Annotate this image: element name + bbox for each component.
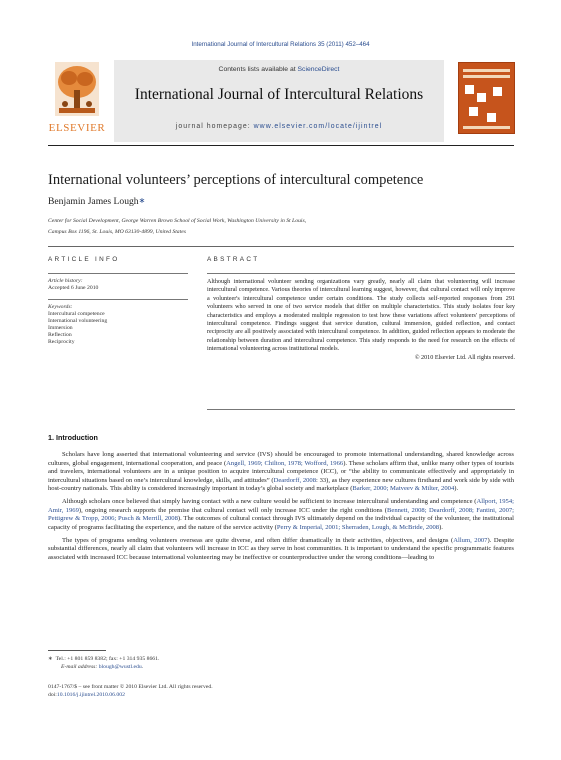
citation-link[interactable]: Allport, 1954; Amir, 1969 (48, 498, 514, 514)
citation-link[interactable]: Barker, 2000; Matveev & Milter, 2004 (352, 485, 455, 493)
sciencedirect-link[interactable]: ScienceDirect (297, 66, 340, 73)
citation-link[interactable]: Bennett, 2008; Deardorff, 2008; Fantini, 2007; Pettigrew & Tropp, 2006; Pusch & Merrill, 2008 (48, 506, 515, 523)
footnote-mark: ∗ (48, 656, 53, 662)
issn-line: 0147-1767/$ – see front matter © 2010 Elsevier Ltd. All rights reserved. (48, 684, 213, 690)
email-end: . (141, 664, 144, 670)
author-footnote (48, 655, 514, 671)
section-rule (207, 273, 515, 274)
body-text: ). (454, 485, 459, 493)
masthead-rule (48, 145, 514, 146)
email-label: E-mail address: (61, 664, 99, 670)
running-head[interactable]: International Journal of Intercultural Relations 35 (2011) 452–464 (191, 41, 370, 48)
body-text: ). These scholars affirm that, unlike many other types of tourists and travelers, international volunteers are in a unique position to acquire intercultural competence (ICC), or “the ability to communicate effectively and appropriately in intercultural situations based on one’s intercultural knowledge, skills, and attitudes” ( (48, 459, 514, 484)
body-text: ). The outcomes of cultural contact through IVS ultimately depend on the individual capacity of the volunteer, the institutional capacity of programs facilitating the experience, and the nature of the service activity ( (48, 515, 515, 531)
cover-tile (493, 87, 502, 96)
keywords-label: Keywords: (48, 304, 73, 310)
footnote-contact-line (48, 655, 514, 663)
article-info-column (48, 256, 188, 346)
homepage-line (114, 123, 444, 130)
homepage-link[interactable]: www.elsevier.com/locate/ijintrel (253, 123, 383, 130)
citation-link[interactable]: Allum, 2007 (453, 536, 488, 544)
contact-numbers: Tel.: +1 801 859 8382; fax: +1 314 935 8661. (55, 656, 160, 662)
abstract-text: Although international volunteer sending organizations vary greatly, nearly all claim that volunteering will increase intercultural competence. Various theories of intercultural learning suggest, however, that cultural contact will only improve a volunteer's intercultural competence under certain conditions. The study collects self-reported responses from 291 volunteers who served in one of two service models that differ on multiple characteristics. This study isolates four key characteristics and employs a moderated multiple regression to test how these variations affect volunteers' perceptions of intercultural competence. Findings suggest that service duration, cultural immersion, guided reflection, and contact reciprocity are all positively associated with intercultural competence. In addition, guided reflection appears to moderate the relationship between duration and intercultural competence. This study responds to the need for research on the effects of international volunteering across institutional models. (207, 279, 515, 353)
elsevier-logo (48, 60, 106, 134)
affiliation-line: Campus Box 1196, St. Louis, MO 63130-4899, United States (48, 228, 186, 235)
cover-tile (469, 107, 478, 116)
contents-line (114, 66, 444, 73)
body-text: ). (439, 523, 443, 531)
footnote-email-line (48, 663, 514, 671)
cover-stripe (463, 69, 510, 72)
introduction-heading: 1. Introduction (48, 433, 98, 442)
abstract-heading: ABSTRACT (207, 256, 260, 263)
email-link[interactable]: blough@wustl.edu (98, 664, 142, 670)
body-text: Although scholars once believed that simply having contact with a new culture would be sufficient to increase intercultural understanding and competence ( (62, 498, 477, 506)
elsevier-tree-icon (55, 62, 99, 116)
citation-link[interactable]: Angell, 1969; Chilton, 1978; Wofford, 1966 (226, 459, 344, 467)
author-affiliation (48, 216, 514, 237)
masthead-banner (114, 60, 444, 142)
doi-prefix: doi: (48, 692, 57, 698)
homepage-prefix: journal homepage: (175, 123, 254, 130)
citation-link[interactable]: Perry & Imperial, 2001; Sherraden, Lough, & McBride, 2008 (276, 523, 440, 531)
keyword: International volunteering (48, 318, 108, 324)
author-footnote-mark[interactable]: ∗ (138, 196, 146, 205)
accepted-date: Accepted 6 June 2010 (48, 285, 99, 291)
keyword: Immersion (48, 325, 73, 331)
introduction-body (48, 451, 514, 566)
cover-stripe (463, 75, 510, 78)
author-name[interactable]: Benjamin James Lough (48, 196, 139, 207)
abstract-end-rule (207, 409, 515, 410)
paragraph (48, 537, 514, 563)
article-title: International volunteers’ perceptions of intercultural competence (48, 172, 424, 188)
history-label: Article history: (48, 278, 83, 284)
footnote-rule (48, 650, 106, 651)
body-text: : 33), as they experience new cultures firsthand and work side by side with host-country nationals. This ability is considered increasingly important in today’s global society and marketplace ( (48, 476, 514, 493)
abstract-column (207, 256, 515, 361)
cover-tile (477, 93, 486, 102)
front-matter-info (48, 683, 514, 699)
doi-link[interactable]: 10.1016/j.ijintrel.2010.06.002 (56, 692, 125, 698)
journal-masthead (48, 60, 513, 142)
article-info-heading: ARTICLE INFO (48, 256, 120, 263)
cover-stripe (463, 126, 510, 129)
keyword: Reflection (48, 332, 72, 338)
citation-link[interactable]: Deardorff, 2008 (273, 476, 317, 484)
paragraph (48, 451, 514, 494)
cover-tile (487, 113, 496, 122)
affiliation-line: Center for Social Development, George Warren Brown School of Social Work, Washington University in St Louis, (48, 218, 307, 224)
section-rule (48, 299, 188, 300)
section-rule (48, 273, 188, 274)
abstract-copyright: © 2010 Elsevier Ltd. All rights reserved. (414, 354, 515, 361)
body-text: ). Despite substantial differences, nearly all claim that volunteers will increase in ICC as they serve in host communities. It is important to understand the specific programmatic features associated with increased ICC because international volunteering may be ineffective or counterproductive under the wrong conditions—leading to (48, 536, 515, 561)
keyword: Reciprocity (48, 339, 75, 345)
body-text: ), ongoing research supports the premise that cultural contact will only increase ICC under the right conditions ( (78, 506, 387, 514)
body-text: The types of programs sending volunteers overseas are quite diverse, and often differ dramatically in their activities, objectives, and designs ( (62, 536, 454, 544)
doi-line (48, 691, 514, 699)
paragraph (48, 498, 514, 532)
journal-cover-thumbnail (458, 62, 515, 134)
header-rule (48, 246, 514, 247)
contents-prefix: Contents lists available at (218, 66, 298, 73)
body-text: Scholars have long asserted that international volunteering and service (IVS) should be encouraged to promote international understanding, shared knowledge across cultures, global engagement, international cooperation, and peace ( (48, 451, 514, 467)
author-line (48, 196, 145, 207)
keyword: Intercultural competence (48, 311, 105, 317)
elsevier-wordmark: ELSEVIER (48, 122, 106, 134)
cover-tile (465, 85, 474, 94)
journal-name: International Journal of Intercultural Relations (134, 86, 424, 103)
